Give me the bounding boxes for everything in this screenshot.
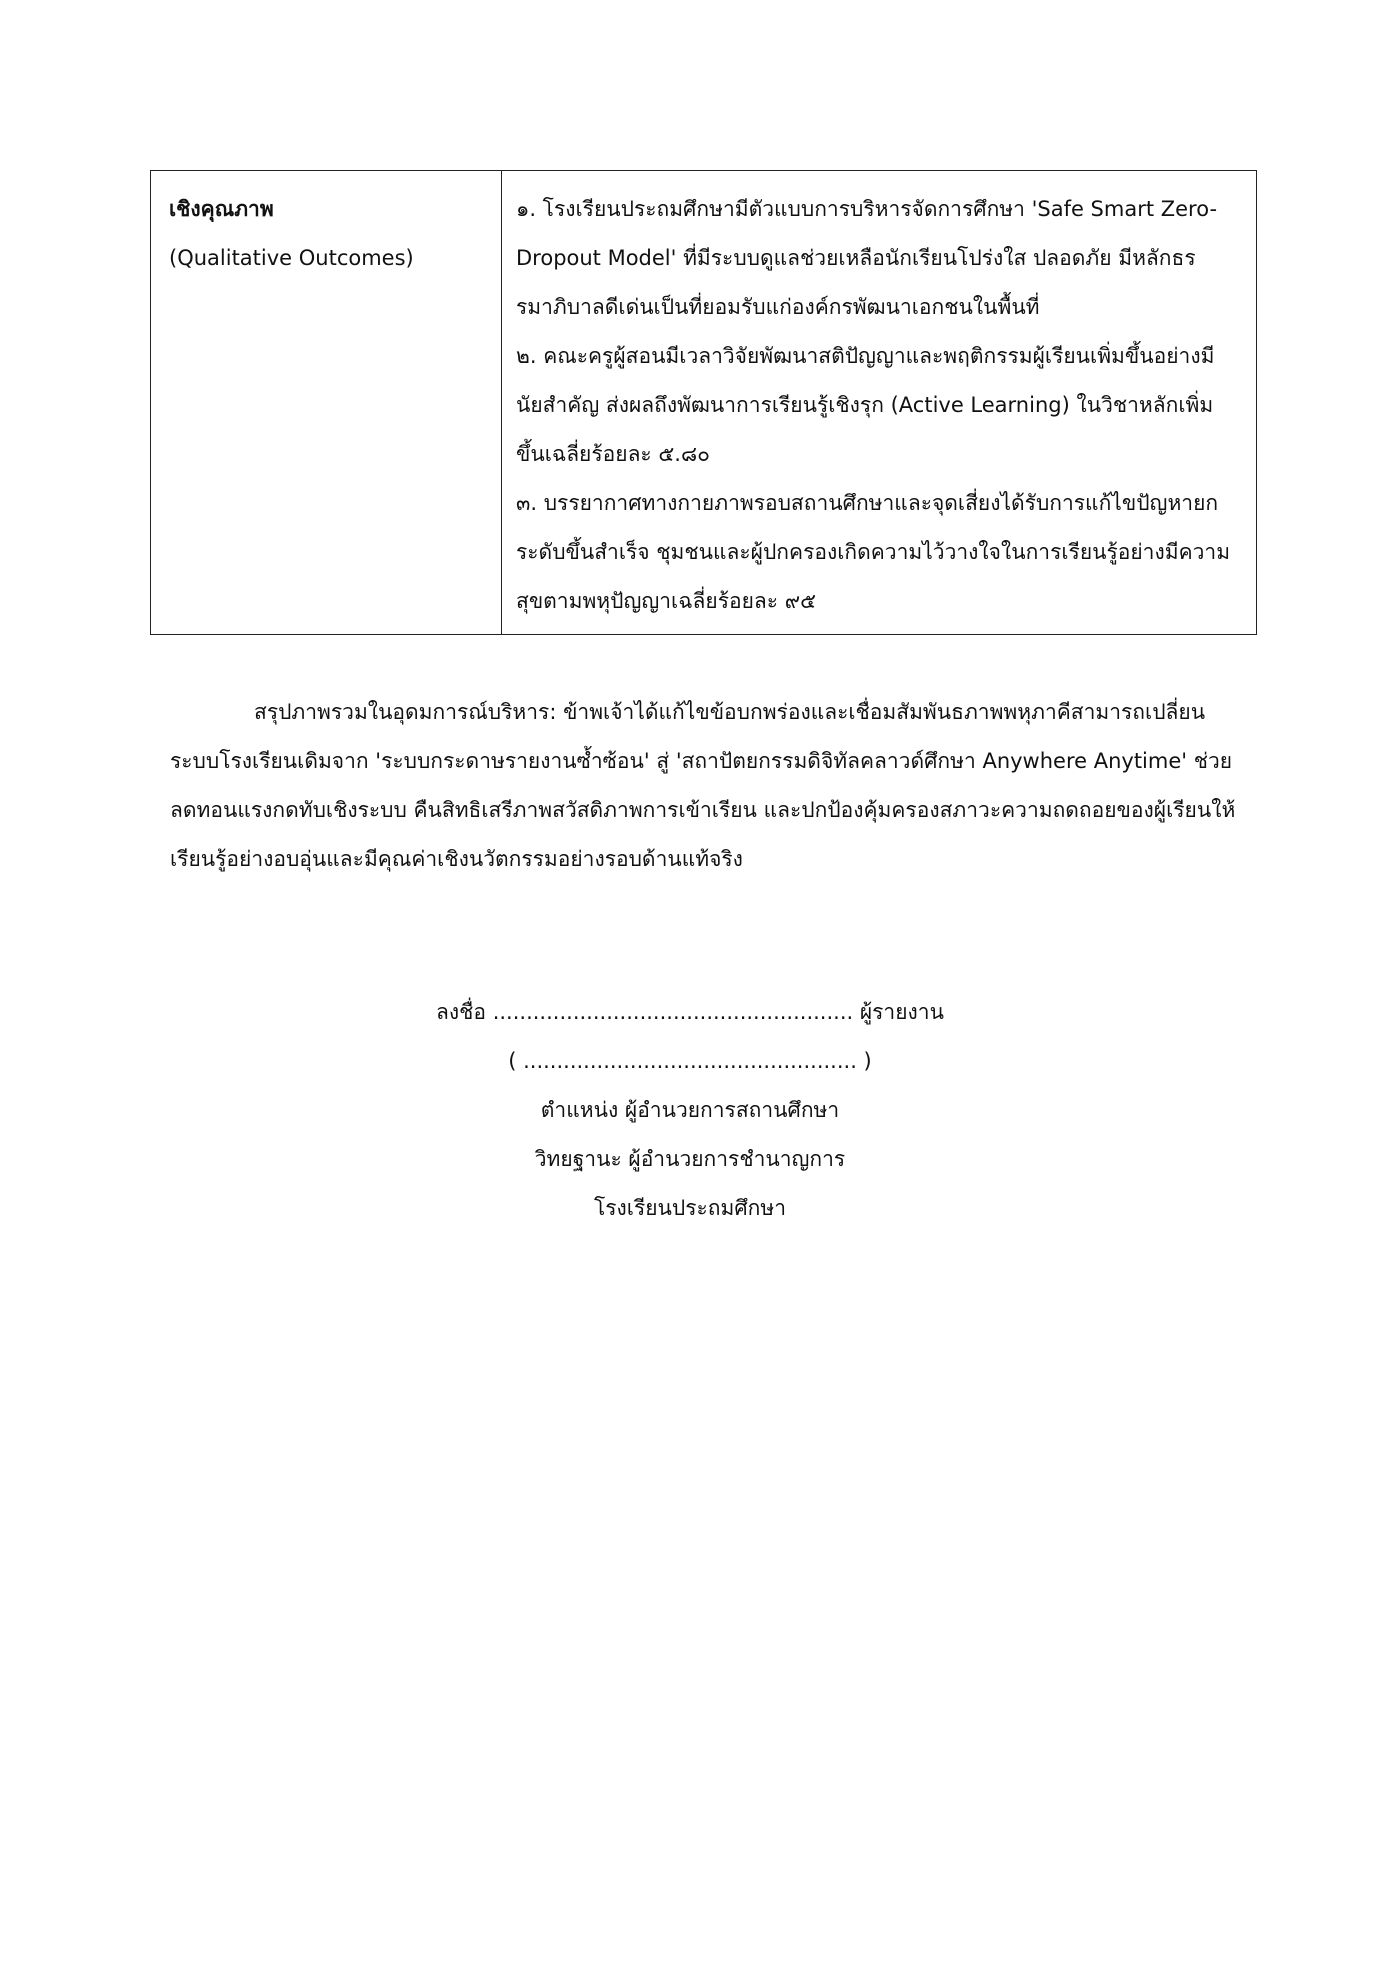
school-name-line: โรงเรียนประถมศึกษา xyxy=(593,1196,787,1220)
summary-paragraph: สรุปภาพรวมในอุดมการณ์บริหาร: ข้าพเจ้าได้แก้ไขข้อบกพร่องและเชื่อมสัมพันธภาพพหุภาคีสามารถเปลี่ยนระบบโรงเรียนเดิมจาก 'ระบบกระดาษรายงานซ้ำซ้อน' สู่ 'สถาปัตยกรรมดิจิทัลคลาวด์ศึกษา Anywhere Anytime' ช่วยลดทอนแรงกดทับเชิงระบบ คืนสิทธิเสรีภาพสวัสดิภาพการเข้าเรียน และปกป้องคุ้มครองสภาวะความถดถอยของผู้เรียนให้เรียนรู้อย่างอบอุ่นและมีคุณค่าเชิงนวัตกรรมอย่างรอบด้านแท้จริง xyxy=(170,700,1236,871)
signature-line: ลงชื่อ ...................................................... ผู้รายงาน xyxy=(436,1000,944,1024)
signature-block xyxy=(330,988,1050,1233)
outcome-item-2: ๒. คณะครูผู้สอนมีเวลาวิจัยพัฒนาสติปัญญาและพฤติกรรมผู้เรียนเพิ่มขึ้นอย่างมีนัยสำคัญ ส่งผลถึงพัฒนาการเรียนรู้เชิงรุก (Active Learning) ในวิชาหลักเพิ่มขึ้นเฉลี่ยร้อยละ ๕.๘๐ xyxy=(516,344,1215,466)
position-line: ตำแหน่ง ผู้อำนวยการสถานศึกษา xyxy=(540,1098,840,1122)
table-row xyxy=(151,171,1257,635)
outcome-item-1: ๑. โรงเรียนประถมศึกษามีตัวแบบการบริหารจัดการศึกษา 'Safe Smart Zero-Dropout Model' ที่มีระบบดูแลช่วยเหลือนักเรียนโปร่งใส ปลอดภัย มีหลักธรรมาภิบาลดีเด่นเป็นที่ยอมรับแก่องค์กรพัฒนาเอกชนในพื้นที่ xyxy=(516,197,1218,319)
outcome-category-cell xyxy=(151,171,502,635)
category-label-english: (Qualitative Outcomes) xyxy=(169,246,414,270)
outcome-details-cell xyxy=(502,171,1257,635)
category-label-thai: เชิงคุณภาพ xyxy=(169,197,274,221)
signatory-name-line: ( .................................................. ) xyxy=(508,1049,872,1073)
academic-rank-line: วิทยฐานะ ผู้อำนวยการชำนาญการ xyxy=(534,1147,846,1171)
qualitative-outcomes-table xyxy=(150,170,1257,635)
outcome-item-3: ๓. บรรยากาศทางกายภาพรอบสถานศึกษาและจุดเสี่ยงได้รับการแก้ไขปัญหายกระดับขึ้นสำเร็จ ชุมชนและผู้ปกครองเกิดความไว้วางใจในการเรียนรู้อย่างมีความสุขตามพหุปัญญาเฉลี่ยร้อยละ ๙๕ xyxy=(516,491,1231,613)
